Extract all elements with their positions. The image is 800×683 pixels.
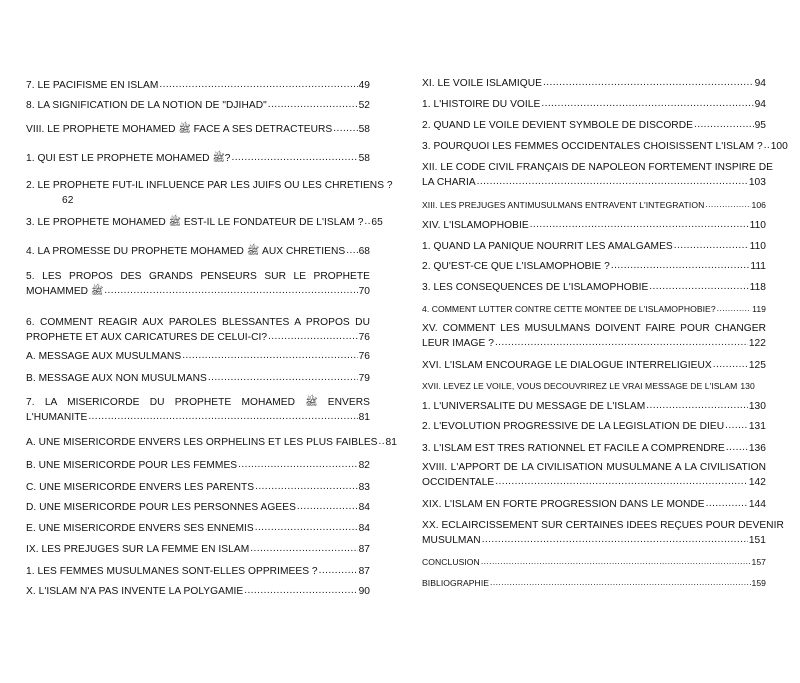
toc-entry[interactable] — [26, 123, 370, 138]
toc-entry-title: XIII. LES PREJUGES ANTIMUSULMANS ENTRAVENT L'INTEGRATION — [422, 200, 705, 210]
toc-page-number: 58 — [358, 124, 370, 135]
toc-entry-title: XX. ECLAIRCISSEMENT SUR CERTAINES IDEES REÇUES POUR DEVENIR — [422, 520, 784, 531]
toc-entry-title-cont: OCCIDENTALE — [422, 476, 495, 488]
dot-leader — [319, 564, 358, 579]
toc-entry[interactable] — [422, 198, 766, 213]
toc-entry-title: 1. L'UNIVERSALITE DU MESSAGE DE L'ISLAM — [422, 401, 646, 412]
toc-entry[interactable] — [422, 379, 766, 394]
toc-page-number: 81 — [358, 411, 370, 423]
toc-entry[interactable] — [422, 260, 766, 275]
dot-leader — [713, 358, 748, 373]
toc-entry-title-cont: L'HUMANITE — [26, 411, 88, 423]
dot-leader — [244, 584, 357, 599]
toc-entry[interactable] — [422, 119, 766, 134]
toc-entry-title: XV. COMMENT LES MUSULMANS DOIVENT FAIRE POUR CHANGER — [422, 323, 766, 334]
toc-entry-title: 3. L'ISLAM EST TRES RATIONNEL ET FACILE A COMPRENDRE — [422, 443, 725, 454]
toc-entry[interactable] — [422, 461, 766, 490]
toc-entry-title: 3. POURQUOI LES FEMMES OCCIDENTALES CHOISISSENT L'ISLAM ? — [422, 141, 763, 152]
toc-entry-title: 1. LES FEMMES MUSULMANES SONT-ELLES OPPRIMEES ? — [26, 566, 318, 577]
toc-entry-title: 4. LA PROMESSE DU PROPHETE MOHAMED ﷺ AUX CHRETIENS — [26, 246, 346, 257]
toc-entry[interactable] — [422, 77, 766, 92]
toc-entry[interactable] — [422, 498, 766, 513]
toc-page-number: 49 — [358, 80, 370, 91]
toc-entry-title-cont: LEUR IMAGE ? — [422, 337, 494, 349]
toc-entry-title: 1. QUI EST LE PROPHETE MOHAMED ﷺ? — [26, 153, 231, 164]
toc-entry-title: 1. QUAND LA PANIQUE NOURRIT LES AMALGAMES — [422, 241, 673, 252]
toc-entry[interactable] — [422, 519, 784, 548]
toc-entry[interactable] — [26, 481, 370, 496]
toc-entry-title: 2. QU'EST-CE QUE L'ISLAMOPHOBIE ? — [422, 261, 610, 272]
toc-entry-title: XI. LE VOILE ISLAMIQUE — [422, 78, 542, 89]
toc-entry-title: XVI. L'ISLAM ENCOURAGE LE DIALOGUE INTERRELIGIEUX — [422, 360, 712, 371]
toc-entry[interactable] — [26, 245, 370, 260]
toc-entry[interactable] — [422, 576, 766, 591]
right-page — [400, 0, 800, 683]
toc-page-number: 68 — [358, 246, 370, 257]
dot-leader — [333, 122, 357, 137]
dot-leader — [705, 197, 750, 212]
toc-page-number: 95 — [754, 120, 766, 131]
dot-leader — [706, 497, 748, 512]
toc-entry-title-cont: MOHAMMED ﷺ — [26, 285, 104, 297]
dot-leader — [255, 521, 358, 536]
toc-entry[interactable] — [26, 372, 370, 387]
toc-page-number: 87 — [358, 544, 370, 555]
dot-leader — [268, 330, 357, 345]
toc-page-number: 106 — [751, 200, 766, 210]
toc-page-number: 103 — [748, 176, 766, 188]
toc-entry[interactable] — [26, 522, 370, 537]
toc-entry-title: XII. LE CODE CIVIL FRANÇAIS DE NAPOLEON FORTEMENT INSPIRE DE — [422, 162, 773, 173]
toc-entry[interactable] — [26, 152, 370, 167]
dot-leader — [231, 151, 357, 166]
toc-entry-title: BIBLIOGRAPHIE — [422, 578, 490, 588]
toc-entry[interactable] — [26, 179, 393, 208]
toc-page-number: 94 — [754, 78, 766, 89]
toc-page-number: 52 — [358, 100, 370, 111]
toc-page-number: 65 — [371, 217, 383, 228]
toc-page-number: 76 — [358, 331, 370, 343]
toc-page-number: 84 — [358, 502, 370, 513]
toc-page-number: 58 — [358, 153, 370, 164]
dot-leader — [717, 301, 751, 316]
dot-leader — [495, 336, 748, 351]
toc-entry[interactable] — [422, 420, 766, 435]
toc-entry-title: 2. LE PROPHETE FUT-IL INFLUENCE PAR LES JUIFS OU LES CHRETIENS ? — [26, 180, 393, 191]
toc-page-number: 159 — [751, 578, 766, 588]
toc-entry[interactable] — [422, 359, 766, 374]
toc-entry-title: 7. LE PACIFISME EN ISLAM — [26, 80, 159, 91]
toc-entry-title: 4. COMMENT LUTTER CONTRE CETTE MONTEE DE L'ISLAMOPHOBIE? — [422, 304, 716, 314]
dot-leader — [238, 458, 357, 473]
toc-entry-title: 5. LES PROPOS DES GRANDS PENSEURS SUR LE PROPHETE — [26, 271, 370, 282]
toc-entry-title: XVIII. L'APPORT DE LA CIVILISATION MUSULMANE A LA CIVILISATION — [422, 462, 766, 473]
dot-leader — [725, 419, 748, 434]
toc-page-number: 136 — [748, 443, 766, 454]
dot-leader — [490, 575, 750, 590]
toc-entry-title: XVII. LEVEZ LE VOILE, VOUS DECOUVRIREZ LE VRAI MESSAGE DE L'ISLAM — [422, 381, 738, 391]
toc-page-number: 84 — [358, 523, 370, 534]
toc-page-number: 111 — [750, 261, 766, 272]
toc-entry-title-cont: LA CHARIA — [422, 176, 476, 188]
toc-entry-title: 1. L'HISTOIRE DU VOILE — [422, 99, 541, 110]
toc-page-number: 62 — [62, 194, 74, 206]
toc-entry-title: IX. LES PREJUGES SUR LA FEMME EN ISLAM — [26, 544, 250, 555]
toc-page-number: 83 — [358, 482, 370, 493]
dot-leader — [104, 284, 357, 299]
toc-page-number: 81 — [385, 437, 397, 448]
toc-entry-title: CONCLUSION — [422, 557, 480, 567]
toc-entry[interactable] — [422, 161, 773, 190]
toc-entry-title: X. L'ISLAM N'A PAS INVENTE LA POLYGAMIE — [26, 586, 244, 597]
dot-leader — [159, 78, 357, 93]
toc-page-number: 144 — [748, 499, 766, 510]
dot-leader — [694, 118, 754, 133]
toc-entry-title: 2. QUAND LE VOILE DEVIENT SYMBOLE DE DISCORDE — [422, 120, 693, 131]
toc-page-number: 87 — [358, 566, 370, 577]
toc-entry-title: 8. LA SIGNIFICATION DE LA NOTION DE "DJIHAD" — [26, 100, 267, 111]
toc-entry-title-cont: PROPHETE ET AUX CARICATURES DE CELUI-CI? — [26, 331, 268, 343]
toc-entry[interactable] — [422, 322, 766, 351]
toc-page-number: 151 — [748, 534, 766, 546]
dot-leader — [482, 533, 748, 548]
dot-leader — [611, 259, 750, 274]
toc-entry[interactable] — [26, 436, 397, 451]
toc-entry[interactable] — [26, 543, 370, 558]
toc-entry-title: 6. COMMENT REAGIR AUX PAROLES BLESSANTES A PROPOS DU — [26, 317, 370, 328]
dot-leader — [495, 475, 748, 490]
toc-entry[interactable] — [422, 219, 766, 234]
toc-page-number: 131 — [748, 421, 766, 432]
toc-entry-title: B. MESSAGE AUX NON MUSULMANS — [26, 373, 207, 384]
dot-leader — [364, 215, 370, 230]
toc-entry-title: 3. LES CONSEQUENCES DE L'ISLAMOPHOBIE — [422, 282, 649, 293]
toc-entry[interactable] — [422, 140, 788, 155]
toc-page-number: 142 — [748, 476, 766, 488]
toc-entry[interactable] — [422, 281, 766, 296]
toc-entry[interactable] — [26, 270, 370, 299]
dot-leader — [208, 371, 358, 386]
toc-page-number: 76 — [358, 351, 370, 362]
toc-page-number: 157 — [751, 557, 766, 567]
toc-entry[interactable] — [26, 459, 370, 474]
toc-entry[interactable] — [26, 501, 370, 516]
toc-entry[interactable] — [26, 585, 370, 600]
toc-entry-title: XIV. L'ISLAMOPHOBIE — [422, 220, 529, 231]
toc-page-number: 130 — [748, 401, 766, 412]
dot-leader — [646, 399, 748, 414]
toc-entry-title: C. UNE MISERICORDE ENVERS LES PARENTS — [26, 482, 255, 493]
dot-leader — [649, 280, 748, 295]
dot-leader — [346, 244, 357, 259]
toc-entry[interactable] — [422, 302, 766, 317]
dot-leader — [255, 480, 357, 495]
dot-leader — [541, 97, 753, 112]
toc-page-number: 122 — [748, 337, 766, 349]
toc-entry[interactable] — [422, 442, 766, 457]
toc-entry-title: VIII. LE PROPHETE MOHAMED ﷺ FACE A SES DETRACTEURS — [26, 124, 333, 135]
toc-page-number: 125 — [748, 360, 766, 371]
toc-entry-title: E. UNE MISERICORDE ENVERS SES ENNEMIS — [26, 523, 254, 534]
dot-leader — [764, 139, 770, 154]
dot-leader — [297, 500, 358, 515]
toc-entry[interactable] — [26, 350, 370, 365]
toc-entry-title: 3. LE PROPHETE MOHAMED ﷺ EST-IL LE FONDATEUR DE L'ISLAM ? — [26, 217, 364, 228]
toc-page-number: 100 — [770, 141, 788, 152]
toc-entry[interactable] — [26, 79, 370, 94]
toc-page-number: 79 — [358, 373, 370, 384]
toc-entry-title: D. UNE MISERICORDE POUR LES PERSONNES AGEES — [26, 502, 296, 513]
dot-leader — [182, 349, 357, 364]
toc-page-number: 119 — [752, 304, 766, 314]
dot-leader — [726, 441, 748, 456]
toc-entry-title: 7. LA MISERICORDE DU PROPHETE MOHAMED ﷺ ENVERS — [26, 397, 370, 408]
toc-entry[interactable] — [26, 396, 370, 425]
toc-entry-title: B. UNE MISERICORDE POUR LES FEMMES — [26, 460, 238, 471]
toc-entry-title: A. UNE MISERICORDE ENVERS LES ORPHELINS ET LES PLUS FAIBLES — [26, 437, 378, 448]
dot-leader — [477, 175, 748, 190]
dot-leader — [268, 98, 358, 113]
toc-entry[interactable] — [422, 240, 766, 255]
dot-leader — [674, 239, 749, 254]
toc-entry[interactable] — [422, 98, 766, 113]
dot-leader — [88, 410, 357, 425]
toc-page-number: 90 — [358, 586, 370, 597]
toc-entry[interactable] — [26, 99, 370, 114]
toc-entry[interactable] — [422, 555, 766, 570]
toc-page-number: 130 — [740, 381, 755, 391]
dot-leader — [379, 435, 385, 450]
toc-page-number: 110 — [749, 220, 766, 231]
toc-entry-title-cont: MUSULMAN — [422, 534, 481, 546]
toc-entry-title: A. MESSAGE AUX MUSULMANS — [26, 351, 182, 362]
dot-leader — [481, 554, 751, 569]
toc-entry[interactable] — [26, 565, 370, 580]
toc-entry[interactable] — [422, 400, 766, 415]
toc-entry-title: 2. L'EVOLUTION PROGRESSIVE DE LA LEGISLATION DE DIEU — [422, 421, 725, 432]
toc-entry[interactable] — [26, 316, 370, 345]
dot-leader — [530, 218, 749, 233]
toc-entry[interactable] — [26, 216, 383, 231]
dot-leader — [250, 542, 357, 557]
toc-page-number: 118 — [749, 282, 766, 293]
dot-leader — [543, 76, 754, 91]
toc-page-number: 94 — [754, 99, 766, 110]
toc-entry-title: XIX. L'ISLAM EN FORTE PROGRESSION DANS LE MONDE — [422, 499, 705, 510]
toc-page-number: 110 — [749, 241, 766, 252]
toc-page-number: 70 — [358, 285, 370, 297]
toc-page-number: 82 — [358, 460, 370, 471]
